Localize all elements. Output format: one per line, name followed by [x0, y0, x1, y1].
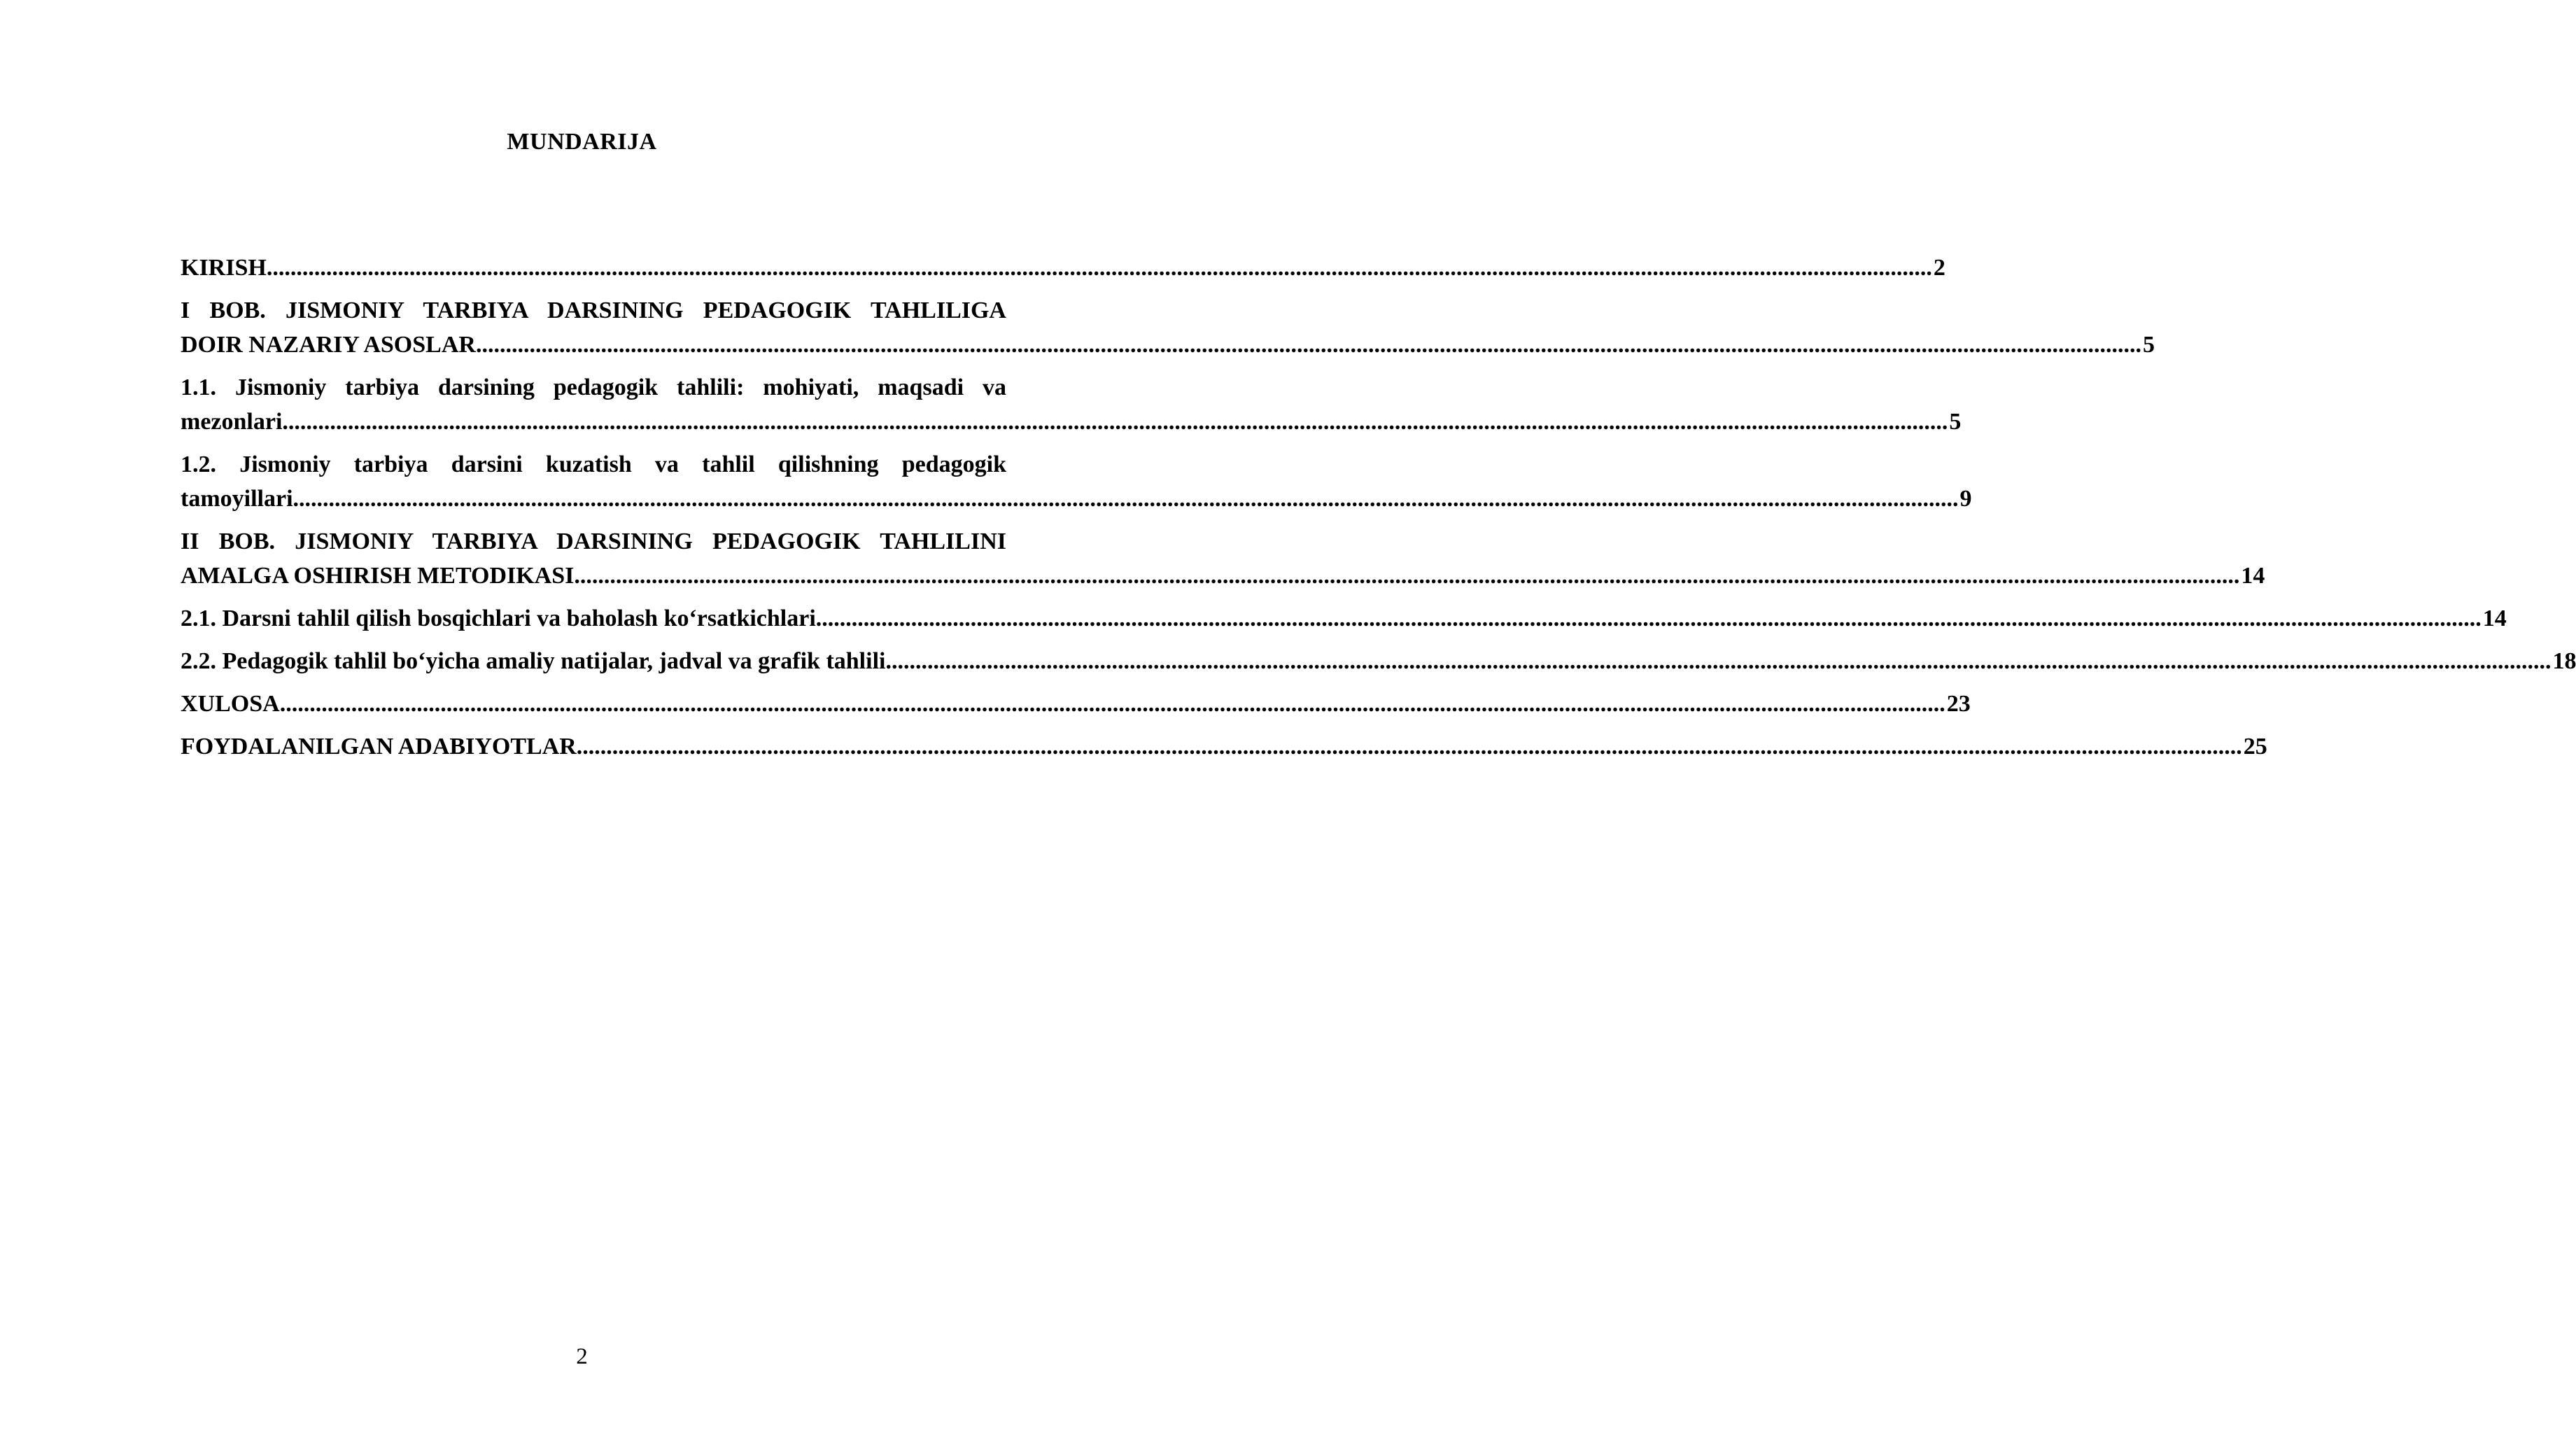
dot-leader	[267, 251, 1932, 285]
toc-entry-title: AMALGA OSHIRISH METODIKASI	[181, 563, 575, 589]
toc-page-number: 23	[1946, 691, 1971, 717]
dot-leader	[293, 482, 1959, 516]
toc-page-number: 2	[1933, 255, 1945, 281]
toc-page-number: 5	[1949, 409, 1962, 435]
dot-leader	[816, 601, 2482, 636]
toc-entry-chapter-2[interactable]	[181, 524, 2265, 593]
toc-entry-kirish[interactable]	[181, 251, 1945, 285]
dot-leader	[885, 644, 2551, 678]
toc-entry-line	[181, 644, 2576, 678]
dot-leader	[282, 405, 1948, 439]
toc-page-number: 5	[2142, 332, 2155, 358]
page-title: MUNDARIJA	[507, 129, 657, 155]
toc-entry-references[interactable]	[181, 729, 2267, 764]
toc-page-number: 18	[2552, 648, 2576, 674]
toc-page-number: 9	[1959, 486, 1972, 512]
toc-entry-line	[181, 251, 1945, 285]
toc-entry-title-line-1: II BOB. JISMONIY TARBIYA DARSINING PEDAGOGIK TAHLILINI	[181, 528, 1006, 554]
toc-entry-title: KIRISH	[181, 255, 267, 281]
toc-entry-section-1-2[interactable]	[181, 447, 1972, 516]
toc-entry-title: FOYDALANILGAN ADABIYOTLAR	[181, 734, 577, 760]
dot-leader	[577, 729, 2242, 764]
dot-leader	[476, 328, 2141, 362]
toc-entry-line	[181, 729, 2267, 764]
toc-entry-title: XULOSA	[181, 691, 280, 717]
page-number: 2	[576, 1344, 588, 1369]
table-of-contents	[181, 251, 2576, 772]
toc-entry-line	[181, 687, 1971, 721]
toc-entry-line	[181, 482, 1972, 516]
toc-entry-line	[181, 328, 2155, 362]
toc-entry-title: 2.2. Pedagogik tahlil bo‘yicha amaliy natijalar, jadval va grafik tahlili	[181, 648, 886, 674]
toc-entry-line	[181, 601, 2507, 636]
toc-entry-section-2-2[interactable]	[181, 644, 2576, 678]
toc-entry-xulosa[interactable]	[181, 687, 1971, 721]
toc-entry-title-line-1: 1.2. Jismoniy tarbiya darsini kuzatish va tahlil qilishning pedagogik	[181, 451, 1006, 477]
toc-page-number: 14	[2482, 606, 2507, 631]
dot-leader	[280, 687, 1945, 721]
toc-page-number: 14	[2241, 563, 2265, 589]
toc-entry-title: tamoyillari	[181, 486, 293, 512]
toc-entry-chapter-1[interactable]	[181, 293, 2155, 362]
toc-entry-section-2-1[interactable]	[181, 601, 2507, 636]
toc-page-number: 25	[2243, 734, 2267, 760]
toc-entry-line	[181, 405, 1962, 439]
dot-leader	[574, 559, 2239, 593]
toc-entry-section-1-1[interactable]	[181, 370, 1962, 439]
toc-entry-title-line-1: I BOB. JISMONIY TARBIYA DARSINING PEDAGOGIK TAHLILIGA	[181, 298, 1006, 323]
toc-entry-line	[181, 559, 2265, 593]
toc-entry-title-line-1: 1.1. Jismoniy tarbiya darsining pedagogik tahlili: mohiyati, maqsadi va	[181, 374, 1006, 400]
toc-entry-title: mezonlari	[181, 409, 283, 435]
toc-entry-title: 2.1. Darsni tahlil qilish bosqichlari va baholash ko‘rsatkichlari	[181, 606, 816, 631]
toc-entry-title: DOIR NAZARIY ASOSLAR	[181, 332, 476, 358]
